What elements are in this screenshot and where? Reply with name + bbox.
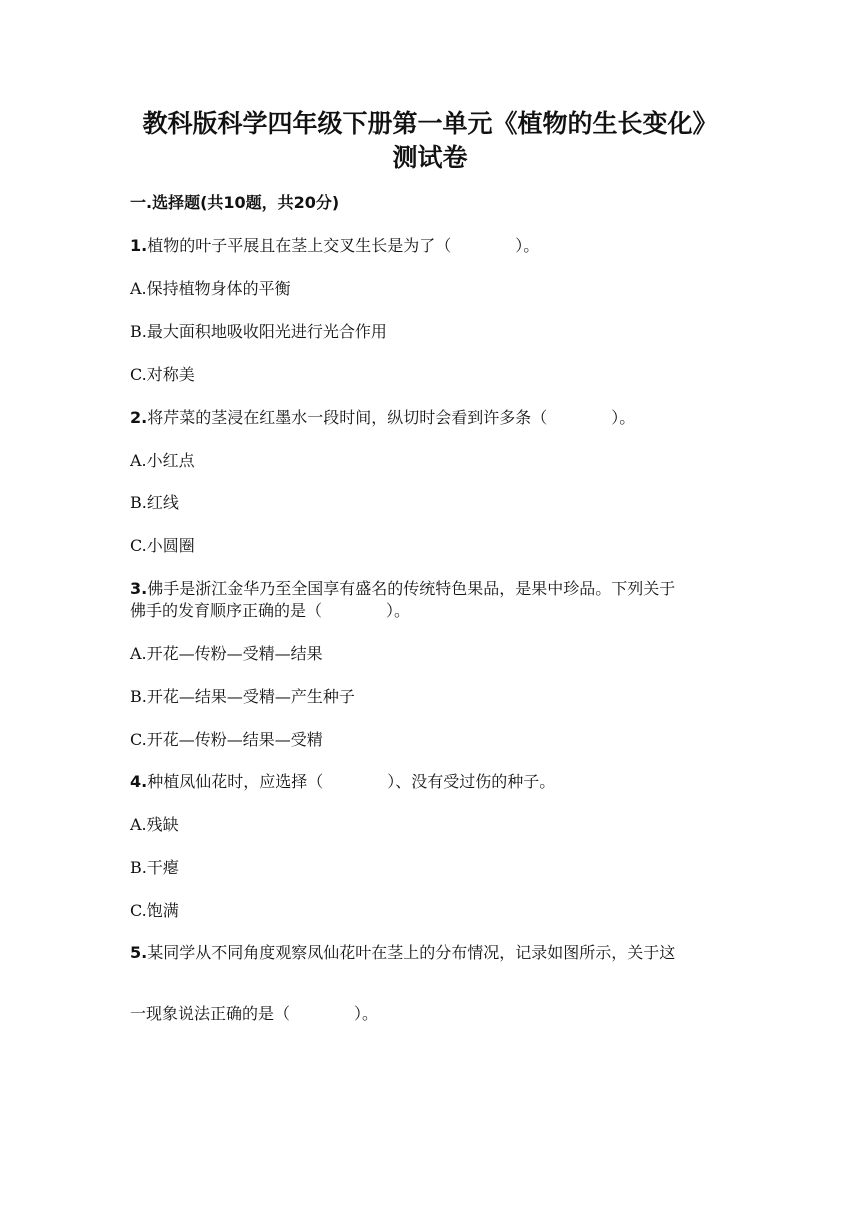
question-text: 某同学从不同角度观察凤仙花叶在茎上的分布情况，记录如图所示，关于这 — [147, 943, 676, 962]
question-1-option-c: C.对称美 — [130, 365, 195, 384]
question-3-option-b: B.开花—结果—受精—产生种子 — [130, 687, 355, 706]
question-2-option-b: B.红线 — [130, 493, 179, 512]
question-2-stem — [130, 407, 635, 429]
question-5-stem-line2 — [130, 1003, 378, 1025]
question-text: 种植凤仙花时，应选择（ — [147, 772, 324, 791]
page-title: 教科版科学四年级下册第一单元《植物的生长变化》 — [142, 109, 718, 138]
section-heading: 一.选择题(共10题，共20分) — [130, 193, 340, 212]
question-1-option-a: A.保持植物身体的平衡 — [130, 279, 291, 298]
question-1-option-b: B.最大面积地吸收阳光进行光合作用 — [130, 322, 387, 341]
question-number: 1. — [130, 236, 148, 255]
question-2-option-c: C.小圆圈 — [130, 536, 195, 555]
question-4-stem — [130, 771, 555, 793]
question-number: 3. — [130, 579, 148, 598]
question-text: 植物的叶子平展且在茎上交叉生长是为了（ — [147, 236, 452, 255]
question-3-stem-line1 — [130, 578, 675, 600]
question-5-stem-line1 — [130, 942, 675, 964]
question-text-end: ）、没有受过伤的种子。 — [387, 772, 556, 791]
question-text-end: ）。 — [515, 236, 540, 255]
question-4-option-a: A.残缺 — [130, 815, 179, 834]
question-text-end: ）。 — [354, 1004, 379, 1023]
question-number: 4. — [130, 772, 148, 791]
question-text-end: ）。 — [386, 601, 411, 620]
question-text: 佛手是浙江金华乃至全国享有盛名的传统特色果品，是果中珍品。下列关于 — [147, 579, 676, 598]
question-text: 佛手的发育顺序正确的是（ — [130, 601, 323, 620]
question-1-stem — [130, 235, 539, 257]
question-number: 2. — [130, 408, 148, 427]
question-number: 5. — [130, 943, 148, 962]
question-text: 一现象说法正确的是（ — [130, 1004, 291, 1023]
question-text: 将芹菜的茎浸在红墨水一段时间，纵切时会看到许多条（ — [147, 408, 548, 427]
page-subtitle: 测试卷 — [392, 143, 468, 172]
question-text-end: ）。 — [611, 408, 636, 427]
question-3-option-a: A.开花—传粉—受精—结果 — [130, 644, 323, 663]
question-4-option-b: B.干瘪 — [130, 858, 179, 877]
question-3-stem-line2 — [130, 600, 410, 622]
question-4-option-c: C.饱满 — [130, 901, 179, 920]
question-3-option-c: C.开花—传粉—结果—受精 — [130, 730, 323, 749]
question-2-option-a: A.小红点 — [130, 451, 195, 470]
